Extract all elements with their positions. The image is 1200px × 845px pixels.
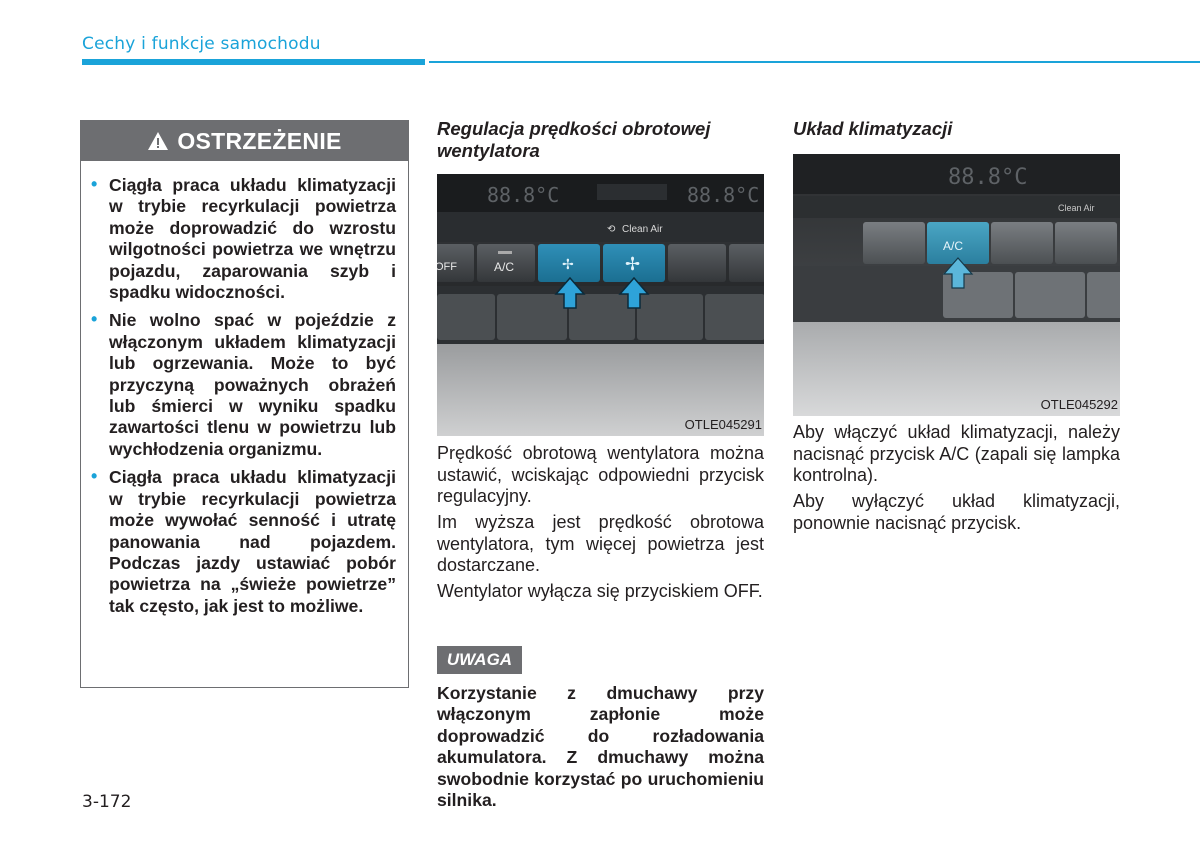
fan-paragraph: Prędkość obrotową wentylatora można ustawić, wciskając odpowiedni przycisk regulacyjny. (437, 443, 764, 506)
bullet-icon: • (91, 466, 98, 487)
fan-display-right: 88.8°C (687, 183, 760, 207)
bullet-icon: • (91, 174, 98, 194)
fan-ac-label: A/C (494, 260, 515, 274)
note-text: Korzystanie z dmuchawy przy włączonym zapłonie może doprowadzić do rozładowania akumulatora. Z dmuchawy można swobodnie korzystać po uruchomieniu silnika. (437, 683, 764, 811)
svg-text:⟲: ⟲ (607, 224, 616, 235)
bullet-icon: • (91, 309, 98, 330)
note-badge: UWAGA (437, 646, 522, 674)
ac-display: 88.8°C (948, 165, 1028, 190)
fan-panel-photo (437, 174, 764, 436)
warning-item: • Ciągła praca układu klimatyzacji w trybie recyrkulacji powietrza może doprowadzić do wzrostu wilgotności powietrza we wnętrzu pojazdu, zaparowania szyb i spadku widoczności. (91, 174, 396, 303)
ac-panel-figure (793, 154, 1120, 416)
ac-button-label: A/C (943, 239, 964, 253)
warning-header (81, 121, 408, 161)
section-title: Cechy i funkcje samochodu (82, 34, 321, 54)
ac-heading: Układ klimatyzacji (793, 118, 953, 139)
fan-off-label: OFF (437, 261, 457, 273)
ac-paragraph: Aby wyłączyć układ klimatyzacji, ponownie nacisnąć przycisk. (793, 491, 1120, 533)
warning-item: • Nie wolno spać w pojeździe z włączonym układem klimatyzacji lub ogrzewania. Może to być przyczyną poważnych obrażeń lub śmierci w wyniku spadku zawartości tlenu w powietrzu lub wychłodzenia organizmu. (91, 309, 396, 459)
warning-triangle-icon (147, 131, 169, 151)
ac-panel-photo (793, 154, 1120, 416)
warning-title: OSTRZEŻENIE (177, 127, 342, 154)
page-number: 3-172 (82, 792, 132, 812)
header-rule-thin (429, 61, 1200, 63)
fan-clean-air-label: Clean Air (622, 224, 663, 235)
ac-clean-air-label: Clean Air (1058, 203, 1095, 213)
fan-panel-figure (437, 174, 764, 436)
fan-paragraph: Wentylator wyłącza się przyciskiem OFF. (437, 581, 763, 601)
warning-item: • Ciągła praca układu klimatyzacji w trybie recyrkulacji powietrza może wywołać senność i utratę panowania nad pojazdem. Podczas jazdy ustawiać pobór powietrza na „świeże powietrze” tak często, jak jest to możliwe. (91, 466, 396, 616)
fan-paragraph: Im wyższa jest prędkość obrotowa wentylatora, tym więcej powietrza jest dostarczane. (437, 512, 764, 575)
figure-code: OTLE045292 (1040, 397, 1118, 412)
fan-display-left: 88.8°C (487, 183, 560, 207)
figure-code: OTLE045291 (684, 417, 762, 432)
warning-list (81, 161, 408, 617)
svg-text:✢: ✢ (625, 254, 641, 275)
header-rule-thick (82, 59, 425, 65)
warning-box (80, 120, 409, 688)
svg-text:✢: ✢ (562, 257, 574, 273)
fan-speed-heading: Regulacja prędkości obrotowej wentylatora (437, 118, 711, 161)
ac-paragraph: Aby włączyć układ klimatyzacji, należy nacisnąć przycisk A/C (zapali się lampka kontrolna). (793, 422, 1120, 485)
